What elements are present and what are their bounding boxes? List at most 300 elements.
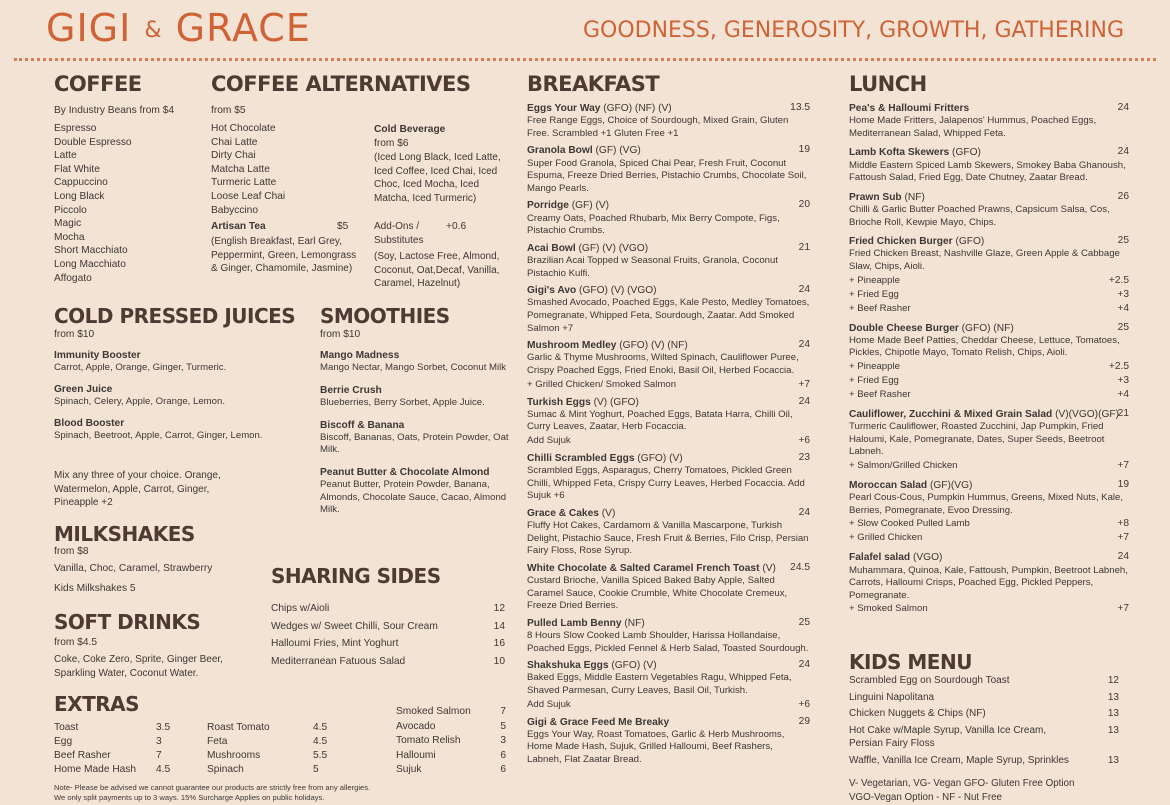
breakfast-item <box>527 339 810 391</box>
artisan-tea-name: Artisan Tea <box>211 221 266 232</box>
lunch-addon-name: + Pineapple <box>849 274 900 286</box>
breakfast-item-desc: Brazilian Acai Topped w Seasonal Fruits, Granola, Coconut Pistachio Kulfi. <box>527 254 778 279</box>
breakfast-item-price: 19 <box>798 144 810 156</box>
lunch-item-desc: Chilli & Garlic Butter Poached Prawns, Capsicum Salsa, Cos, Brioche Roll, Kewpie Mayo, Chips. <box>849 203 1110 228</box>
sharing-item-name: Halloumi Fries, Mint Yoghurt <box>271 638 399 649</box>
breakfast-item-price: 20 <box>798 199 810 211</box>
lunch-addon-name: + Fried Egg <box>849 374 899 386</box>
extras-item-name: Avocado <box>396 720 436 732</box>
breakfast-item-title <box>527 659 810 672</box>
extras-item-price: 6 <box>500 749 506 761</box>
extras-item-name: Mushrooms <box>207 750 261 761</box>
juice-item-desc: Spinach, Beetroot, Apple, Carrot, Ginger, Lemon. <box>54 429 263 441</box>
extras-item <box>54 763 172 777</box>
coffee-item: Flat White <box>54 163 100 175</box>
lunch-item-price: 24 <box>1117 551 1129 563</box>
lunch-addon-name: + Beef Rasher <box>849 388 911 400</box>
lunch-addon-name: + Smoked Salmon <box>849 603 928 615</box>
lunch-item-title <box>849 408 1129 421</box>
breakfast-item <box>527 284 810 335</box>
lunch-addon-price: +8 <box>1117 518 1129 530</box>
cold-beverage-price: from $6 <box>374 138 409 149</box>
extras-item <box>396 763 506 778</box>
breakfast-item-tags: (GFO) (V) <box>608 660 657 672</box>
breakfast-item-name: Porridge <box>527 200 569 212</box>
dotted-divider <box>14 58 1156 61</box>
lunch-addon-price: +7 <box>1117 603 1129 615</box>
extras-item-price: 7 <box>156 750 162 761</box>
sharing-item <box>271 653 505 671</box>
lunch-addon <box>849 374 1129 388</box>
lunch-item-name: Falafel salad <box>849 552 911 564</box>
extras-item-price: 3 <box>500 735 506 746</box>
breakfast-item-title <box>527 199 810 212</box>
lunch-item-name: Pea's & Halloumi Fritters <box>849 103 970 114</box>
coffee-item: Espresso <box>54 123 97 134</box>
sharing-item-name: Wedges w/ Sweet Chilli, Sour Cream <box>271 620 438 632</box>
brand-name-left: GIGI <box>46 6 132 50</box>
breakfast-addon-price: +6 <box>798 434 810 446</box>
extras-item-price: 6 <box>500 764 506 775</box>
milkshakes-flavours: Vanilla, Choc, Caramel, Strawberry <box>54 563 213 574</box>
kids-item-price: 12 <box>1107 675 1119 686</box>
smoothie-item <box>320 349 515 375</box>
lunch-addon-price: +2.5 <box>1108 360 1129 372</box>
breakfast-item-title <box>527 617 810 630</box>
breakfast-item-title <box>527 144 810 157</box>
coffee-item: Double Espresso <box>54 136 132 148</box>
breakfast-item <box>527 396 810 448</box>
coffee-alternative-item: Loose Leaf Chai <box>211 190 286 202</box>
breakfast-item <box>527 659 810 711</box>
breakfast-addon <box>527 698 810 712</box>
breakfast-item-desc: Sumac & Mint Yoghurt, Poached Eggs, Batata Harra, Chilli Oil, Curry Leaves, Zaatar, Herb Focaccia. <box>527 408 793 433</box>
coffee-item: Magic <box>54 218 82 230</box>
lunch-item-desc: Pearl Cous-Cous, Pumpkin Hummus, Greens, Mixed Nuts, Kale, Berries, Pomegranate, Evoo Dressing. <box>849 492 1124 516</box>
juice-item <box>54 349 269 375</box>
breakfast-item-desc: Super Food Granola, Spiced Chai Pear, Fresh Fruit, Coconut Espuma, Freeze Dried Berries, Pistachio Crumbs, Chocolate Soil, Mango Pearls. <box>527 157 807 194</box>
juice-item <box>54 383 269 409</box>
breakfast-item-price: 13.5 <box>790 102 810 113</box>
extras-item-name: Tomato Relish <box>396 735 461 746</box>
breakfast-item <box>527 102 810 140</box>
lunch-item-price: 24 <box>1117 102 1129 113</box>
breakfast-item-title <box>527 102 810 115</box>
legend-line-2: VGO-Vegan Option - NF - Nut Free <box>849 792 1002 803</box>
kids-item-name: Hot Cake w/Maple Syrup, Vanilla Ice Cream, Persian Fairy Floss <box>849 724 1047 749</box>
breakfast-item-name: Granola Bowl <box>527 145 593 157</box>
lunch-item-tags: (GF)(VG) <box>927 479 973 491</box>
lunch-item-price: 26 <box>1117 190 1129 202</box>
breakfast-item-title <box>527 284 810 297</box>
lunch-item <box>849 191 1129 229</box>
breakfast-addon <box>527 378 810 392</box>
smoothies-list <box>320 349 515 526</box>
sharing-item-price: 14 <box>493 620 505 632</box>
extras-item-price: 5 <box>313 764 319 775</box>
breakfast-item-title <box>527 716 810 729</box>
extras-item-name: Home Made Hash <box>54 764 137 775</box>
breakfast-list <box>527 102 810 771</box>
coffee-item: Long Macchiato <box>54 258 126 270</box>
breakfast-item-tags: (GF) (V) (VGO) <box>575 242 649 254</box>
smoothie-item-name: Berrie Crush <box>320 384 382 396</box>
breakfast-item-tags: (V) <box>598 507 616 519</box>
smoothie-item-desc: Mango Nectar, Mango Sorbet, Coconut Milk <box>320 362 507 374</box>
breakfast-item-name: Turkish Eggs <box>527 396 591 408</box>
extras-item-price: 4.5 <box>156 764 171 775</box>
lunch-item-title <box>849 102 1129 115</box>
lunch-item <box>849 235 1129 315</box>
cold-beverage-name: Cold Beverage <box>374 124 446 135</box>
lunch-addon-price: +7 <box>1117 532 1129 544</box>
smoothies-subtitle: from $10 <box>320 329 361 340</box>
breakfast-item <box>527 242 810 280</box>
extras-column-1 <box>54 721 172 777</box>
lunch-item-price: 24 <box>1117 146 1129 158</box>
coffee-heading: COFFEE <box>54 72 142 96</box>
lunch-heading: LUNCH <box>849 72 927 96</box>
sharing-item <box>271 635 505 653</box>
extras-item-price: 5.5 <box>313 750 328 761</box>
breakfast-item-tags: (V) <box>759 562 776 574</box>
breakfast-item-desc: Baked Eggs, Middle Eastern Vegetables Ragu, Whipped Feta, Shaved Parmesan, Curry Leaves, Basil Oil, Turkish. <box>527 672 792 697</box>
lunch-item-desc: Home Made Beef Patties, Cheddar Cheese, Lettuce, Tomatoes, Pickles, Chipotle Mayo, Tomato Relish, Chips, Aioli. <box>849 334 1120 359</box>
extras-item-price: 3 <box>156 736 162 747</box>
extras-item <box>207 721 327 735</box>
lunch-addon-name: + Salmon/Grilled Chicken <box>849 459 958 471</box>
extras-item-name: Feta <box>207 736 228 747</box>
brand-name-right: GRACE <box>175 6 311 50</box>
breakfast-item-tags: (GFO) (V) (NF) <box>616 340 688 352</box>
breakfast-item-price: 24 <box>798 659 810 671</box>
breakfast-item-tags: (NF) <box>621 617 645 629</box>
dietary-legend <box>849 777 1074 805</box>
extras-item <box>207 749 327 763</box>
extras-item-price: 5 <box>500 720 506 732</box>
addons-price: +0.6 <box>446 221 467 232</box>
allergy-note <box>54 783 370 803</box>
allergy-note-line-2: We only split payments up to 3 ways. 15% Surcharge Applies on public holidays. <box>54 793 325 802</box>
breakfast-item-name: White Chocolate & Salted Caramel French Toast <box>527 562 760 574</box>
breakfast-item-title <box>527 507 810 520</box>
kids-item <box>849 754 1119 768</box>
lunch-addon-price: +2.5 <box>1108 274 1129 286</box>
soft-drinks-subtitle: from $4.5 <box>54 637 98 648</box>
extras-item-name: Toast <box>54 722 79 733</box>
breakfast-item-name: Gigi's Avo <box>527 285 577 297</box>
milkshakes-subtitle: from $8 <box>54 546 89 557</box>
breakfast-item-desc: Creamy Oats, Poached Rhubarb, Mix Berry Compote, Figs, Pistachio Crumbs. <box>527 212 780 237</box>
lunch-item-title <box>849 191 1129 204</box>
breakfast-heading: BREAKFAST <box>527 72 660 96</box>
lunch-item-desc: Turmeric Cauliflower, Roasted Zucchini, Jap Pumpkin, Fried Haloumi, Kale, Pomegranate, Dates, Super Seeds, Beetroot Labneh. <box>849 421 1105 458</box>
breakfast-item <box>527 199 810 237</box>
sharing-item-price: 10 <box>493 655 505 667</box>
breakfast-item-desc: Free Range Eggs, Choice of Sourdough, Mixed Grain, Gluten Free. Scrambled +1 Gluten Free +1 <box>527 115 789 139</box>
breakfast-item-desc: 8 Hours Slow Cooked Lamb Shoulder, Harissa Hollandaise, Poached Eggs, Pickled Fennel & Herb Salad, Toasted Sourdough. <box>527 630 809 654</box>
extras-item-name: Beef Rasher <box>54 750 111 761</box>
lunch-addon <box>849 459 1129 473</box>
sharing-item-price: 16 <box>493 638 505 649</box>
lunch-addon-price: +3 <box>1117 288 1129 300</box>
sharing-item-name: Mediterranean Fatuous Salad <box>271 655 406 667</box>
kids-item-name: Linguini Napolitana <box>849 691 935 703</box>
coffee-item: Cappuccino <box>54 177 108 189</box>
artisan-tea-desc: (English Breakfast, Earl Grey, Peppermint, Green, Lemongrass & Ginger, Chamomile, Jasmine) <box>211 236 357 275</box>
coffee-alternative-item: Turmeric Latte <box>211 177 277 189</box>
breakfast-addon-name: + Grilled Chicken/ Smoked Salmon <box>527 378 677 390</box>
kids-item-price: 13 <box>1107 754 1119 766</box>
extras-item <box>396 749 506 764</box>
breakfast-item-desc: Scrambled Eggs, Asparagus, Cherry Tomatoes, Pickled Green Chilli, Whipped Feta, Crispy Curry Leaves, Herbed Focaccia. Add Sujuk +6 <box>527 465 805 502</box>
extras-item <box>207 763 327 777</box>
juice-item-desc: Spinach, Celery, Apple, Orange, Lemon. <box>54 396 226 407</box>
lunch-item <box>849 479 1129 545</box>
lunch-item-name: Fried Chicken Burger <box>849 236 953 248</box>
breakfast-addon-price: +6 <box>798 698 810 710</box>
coffee-item: Short Macchiato <box>54 245 128 257</box>
breakfast-item-price: 21 <box>798 241 810 253</box>
lunch-addon-name: + Beef Rasher <box>849 302 911 314</box>
breakfast-item-name: Gigi & Grace Feed Me Breaky <box>527 716 670 728</box>
extras-item <box>54 735 172 749</box>
sharing-item <box>271 600 505 618</box>
smoothie-item <box>320 419 515 457</box>
breakfast-item-price: 24 <box>798 395 810 407</box>
breakfast-item-title <box>527 562 810 575</box>
artisan-tea-price: $5 <box>337 221 349 232</box>
breakfast-item <box>527 562 810 613</box>
coffee-alternative-item: Hot Chocolate <box>211 123 276 134</box>
breakfast-item-name: Mushroom Medley <box>527 340 617 352</box>
smoothie-item-name: Mango Madness <box>320 350 400 361</box>
extras-column-2 <box>207 721 327 777</box>
soft-drinks-desc: Coke, Coke Zero, Sprite, Ginger Beer, Sparkling Water, Coconut Water. <box>54 654 223 679</box>
coffee-item: Mocha <box>54 231 85 243</box>
lunch-item-tags: (GFO) <box>952 236 985 248</box>
extras-item <box>54 721 172 735</box>
lunch-item-name: Lamb Kofta Skewers <box>849 147 950 159</box>
breakfast-item <box>527 617 810 655</box>
breakfast-item-name: Chilli Scrambled Eggs <box>527 452 635 464</box>
breakfast-item-tags: (GFO) (V) <box>634 452 683 464</box>
extras-item <box>54 749 172 763</box>
sharing-sides-list <box>271 600 505 670</box>
extras-column-3 <box>396 705 506 778</box>
sharing-item <box>271 618 505 636</box>
kids-item-name: Waffle, Vanilla Ice Cream, Maple Syrup, Sprinkles <box>849 754 1069 766</box>
breakfast-item-price: 24 <box>798 506 810 518</box>
kids-item <box>849 707 1119 721</box>
lunch-item-name: Double Cheese Burger <box>849 322 959 334</box>
lunch-item <box>849 551 1129 616</box>
lunch-item-tags: (GFO) <box>949 147 981 159</box>
breakfast-item-name: Grace & Cakes <box>527 507 599 519</box>
lunch-item-tags: (V)(VGO)(GF) <box>1052 408 1120 420</box>
coffee-item: Long Black <box>54 190 105 202</box>
extras-item-name: Halloumi <box>396 749 436 761</box>
breakfast-item-tags: (GF) (V) <box>568 200 610 212</box>
juices-subtitle: from $10 <box>54 329 95 340</box>
lunch-item-price: 21 <box>1117 407 1129 419</box>
smoothie-item-desc: Biscoff, Bananas, Oats, Protein Powder, Oat Milk. <box>320 431 509 456</box>
cold-beverage-desc: (Iced Long Black, Iced Latte, Iced Coffee, Iced Chai, Iced Choc, Iced Mocha, Iced Matcha, Iced Turmeric) <box>374 152 501 204</box>
lunch-item-tags: (VGO) <box>910 552 943 564</box>
coffee-alternatives-list <box>211 122 285 217</box>
kids-item <box>849 674 1119 688</box>
addons-desc: (Soy, Lactose Free, Almond, Coconut, Oat,Decaf, Vanilla, Caramel, Hazelnut) <box>374 251 500 290</box>
lunch-addon <box>849 388 1129 402</box>
lunch-item-desc: Fried Chicken Breast, Nashville Glaze, Green Apple & Cabbage Slaw, Chips, Aioli. <box>849 248 1120 272</box>
juice-item-name: Blood Booster <box>54 417 125 429</box>
extras-item-name: Sujuk <box>396 764 422 775</box>
breakfast-item-desc: Eggs Your Way, Roast Tomatoes, Garlic & Herb Mushrooms, Home Made Hash, Sujuk, Grilled Halloumi, Beef Rashers, Labneh, Flat Zaatar Bread. <box>527 728 785 766</box>
kids-menu-list <box>849 674 1119 770</box>
kids-item-price: 13 <box>1107 724 1119 736</box>
breakfast-item <box>527 716 810 767</box>
lunch-item-title <box>849 479 1129 492</box>
coffee-item: Piccolo <box>54 204 87 216</box>
breakfast-item-price: 25 <box>798 616 810 628</box>
lunch-item <box>849 322 1129 402</box>
breakfast-item <box>527 507 810 558</box>
kids-item <box>849 724 1119 751</box>
juice-item-desc: Carrot, Apple, Orange, Ginger, Turmeric. <box>54 362 227 374</box>
lunch-item-name: Prawn Sub <box>849 191 902 203</box>
kids-item <box>849 691 1119 705</box>
smoothie-item <box>320 384 515 410</box>
lunch-item-tags: (NF) <box>901 191 925 203</box>
sharing-item-name: Chips w/Aioli <box>271 603 330 614</box>
soft-drinks-heading: SOFT DRINKS <box>54 610 201 634</box>
addons-label: Add-Ons / Substitutes <box>374 221 424 246</box>
breakfast-item-desc: Garlic & Thyme Mushrooms, Wilted Spinach, Cauliflower Puree, Crispy Poached Eggs, Fried Enoki, Basil Oil, Herbed Focaccia. <box>527 352 799 376</box>
coffee-item: Affogato <box>54 272 92 284</box>
lunch-item-desc: Muhammara, Quinoa, Kale, Fattoush, Pumpkin, Beetroot Labneh, Carrots, Halloumi Crisps, Poached Egg, Pickled Peppers, Pomegranate. <box>849 564 1128 601</box>
allergy-note-line-1: Note- Please be advised we cannot guarantee our products are strictly free from any allergies. <box>54 783 371 792</box>
coffee-alternative-item: Dirty Chai <box>211 150 256 162</box>
coffee-list <box>54 122 132 285</box>
extras-item <box>207 735 327 749</box>
breakfast-item-tags: (V) (GFO) <box>590 396 639 408</box>
breakfast-addon-name: Add Sujuk <box>527 698 571 710</box>
breakfast-item-tags: (GFO) (V) (VGO) <box>576 285 657 297</box>
kids-item-price: 13 <box>1107 691 1119 703</box>
kids-item-name: Chicken Nuggets & Chips (NF) <box>849 708 986 719</box>
kids-item-price: 13 <box>1107 708 1119 719</box>
lunch-addon-price: +4 <box>1117 388 1129 400</box>
lunch-addon <box>849 360 1129 374</box>
extras-item <box>396 705 506 720</box>
sharing-item-price: 12 <box>493 603 505 614</box>
lunch-item <box>849 102 1129 140</box>
kids-menu-heading: KIDS MENU <box>849 650 972 674</box>
smoothie-item-desc: Peanut Butter, Protein Powder, Banana, Almonds, Chocolate Sauce, Cacao, Almond Milk. <box>320 479 507 516</box>
lunch-addon-name: + Pineapple <box>849 360 900 372</box>
lunch-item-title <box>849 322 1129 335</box>
breakfast-addon <box>527 434 810 448</box>
coffee-alternatives-subtitle: from $5 <box>211 105 246 116</box>
breakfast-addon-price: +7 <box>798 378 810 390</box>
extras-item-name: Spinach <box>207 764 244 775</box>
juice-item-name: Green Juice <box>54 383 113 395</box>
lunch-item <box>849 408 1129 473</box>
breakfast-item-title <box>527 339 810 352</box>
breakfast-item-price: 23 <box>798 451 810 463</box>
breakfast-addon-name: Add Sujuk <box>527 434 571 446</box>
lunch-addon-price: +4 <box>1117 302 1129 314</box>
breakfast-item-tags: (GF) (VG) <box>592 145 641 157</box>
lunch-item-name: Cauliflower, Zucchini & Mixed Grain Salad <box>849 408 1053 420</box>
extras-item-name: Egg <box>54 736 73 747</box>
milkshakes-kids: Kids Milkshakes 5 <box>54 583 136 594</box>
lunch-addon <box>849 602 1129 616</box>
lunch-item-name: Moroccan Salad <box>849 479 928 491</box>
lunch-addon <box>849 274 1129 288</box>
juices-mix: Mix any three of your choice. Orange, Watermelon, Apple, Carrot, Ginger, Pineapple +2 <box>54 470 221 509</box>
breakfast-item-desc: Fluffy Hot Cakes, Cardamom & Vanilla Mascarpone, Turkish Delight, Pistachio Sauce, Fresh Fruit & Berries, Filo Crisp, Persian Fairy Floss, Rose Syrup. <box>527 520 809 557</box>
extras-item-price: 4.5 <box>313 736 328 747</box>
coffee-item: Latte <box>54 150 77 162</box>
breakfast-item-name: Shakshuka Eggs <box>527 660 609 672</box>
breakfast-item-name: Pulled Lamb Benny <box>527 617 622 629</box>
lunch-item-price: 19 <box>1117 478 1129 490</box>
breakfast-item-price: 29 <box>798 715 810 727</box>
lunch-item-title <box>849 146 1129 159</box>
breakfast-item-price: 24.5 <box>790 561 810 573</box>
juices-heading: COLD PRESSED JUICES <box>54 304 296 328</box>
juice-item <box>54 417 269 443</box>
lunch-item <box>849 146 1129 184</box>
lunch-item-title <box>849 551 1129 564</box>
lunch-addon-name: + Grilled Chicken <box>849 532 923 544</box>
extras-item-price: 3.5 <box>156 722 171 733</box>
breakfast-item-tags: (GFO) (NF) (V) <box>600 103 672 114</box>
extras-heading: EXTRAS <box>54 692 140 716</box>
extras-item-price: 4.5 <box>313 722 328 733</box>
brand-ampersand: & <box>144 18 163 43</box>
lunch-addon-name: + Fried Egg <box>849 288 899 300</box>
extras-item <box>396 734 506 749</box>
milkshakes-heading: MILKSHAKES <box>54 522 195 546</box>
lunch-item-title <box>849 235 1129 248</box>
lunch-addon-price: +3 <box>1117 374 1129 386</box>
lunch-addon <box>849 288 1129 302</box>
breakfast-item-title <box>527 396 810 409</box>
breakfast-item-price: 24 <box>798 339 810 351</box>
juice-item-name: Immunity Booster <box>54 350 141 361</box>
coffee-subtitle: By Industry Beans from $4 <box>54 105 175 116</box>
breakfast-item-price: 24 <box>798 284 810 296</box>
brand-logo <box>46 6 311 50</box>
tagline: GOODNESS, GENEROSITY, GROWTH, GATHERING <box>582 18 1124 43</box>
breakfast-item-name: Eggs Your Way <box>527 103 601 114</box>
smoothie-item-name: Biscoff & Banana <box>320 419 405 431</box>
breakfast-item-name: Acai Bowl <box>527 242 576 254</box>
coffee-alternative-item: Babyccino <box>211 204 259 216</box>
extras-item-price: 7 <box>500 706 506 717</box>
breakfast-item <box>527 452 810 503</box>
lunch-addon <box>849 531 1129 545</box>
coffee-alternatives-heading: COFFEE ALTERNATIVES <box>211 72 471 96</box>
lunch-item-tags: (GFO) (NF) <box>958 322 1014 334</box>
smoothie-item-name: Peanut Butter & Chocolate Almond <box>320 466 490 478</box>
breakfast-item-desc: Custard Brioche, Vanilla Spiced Baked Baby Apple, Salted Caramel Sauce, Cookie Crumble, White Chocolate Cremeux, Freeze Dried Berries. <box>527 575 788 612</box>
breakfast-item-title <box>527 242 810 255</box>
sharing-sides-heading: SHARING SIDES <box>271 564 441 588</box>
breakfast-item-title <box>527 452 810 465</box>
